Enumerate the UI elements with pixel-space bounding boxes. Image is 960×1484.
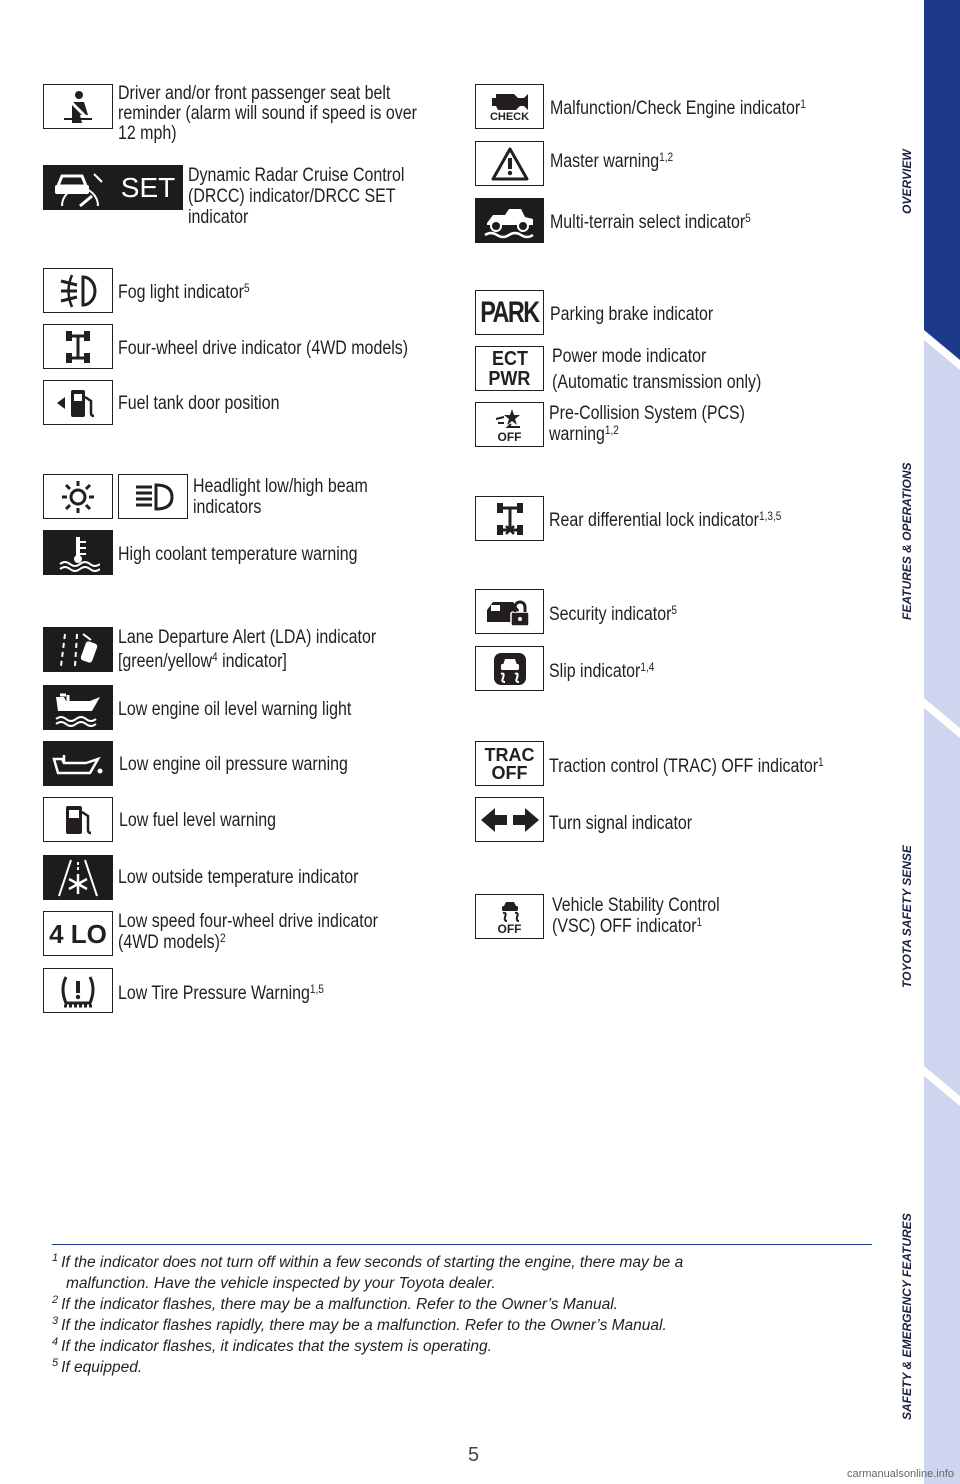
fuel-door-label: Fuel tank door position (118, 393, 280, 414)
trac-off-label: Traction control (TRAC) OFF indicator$^1$ (549, 755, 824, 777)
tab-features-bg[interactable] (924, 340, 960, 728)
four-lo-icon: 4 LO (43, 911, 113, 956)
low-fuel-label: Low fuel level warning (119, 810, 277, 831)
oil-level-icon (43, 685, 113, 730)
security-icon (475, 589, 544, 634)
four-wheel-drive-label: Four-wheel drive indicator (4WD models) (118, 338, 409, 359)
tab-safety-bg[interactable] (924, 1076, 960, 1484)
security-label: Security indicator$^5$ (549, 603, 678, 625)
fog-light-label: Fog light indicator$^5$ (118, 281, 250, 303)
low-temperature-label: Low outside temperature indicator (118, 867, 359, 888)
oil-pressure-icon (43, 741, 113, 786)
oil-level-label: Low engine oil level warning light (118, 699, 352, 720)
four-lo-label: Low speed four-wheel drive indicator (4WD models)$^2$ (118, 911, 378, 953)
drcc-set-icon: SET (113, 165, 183, 210)
footnote-3: $^3$ If the indicator flashes rapidly, there may be a malfunction. Refer to the Owner’s Manual. (52, 1315, 667, 1334)
check-engine-icon: CHECK (475, 84, 544, 129)
pcs-icon: OFF (475, 402, 544, 447)
footnote-1: $^1$ If the indicator does not turn off within a few seconds of starting the engine, there may be a (52, 1252, 684, 1271)
fog-light-icon (43, 268, 113, 313)
footnote-4: $^4$ If the indicator flashes, it indicates that the system is operating. (52, 1336, 492, 1355)
watermark: carmanualsonline.info (846, 1468, 954, 1480)
tab-overview[interactable]: OVERVIEW (900, 149, 914, 214)
rear-diff-lock-label: Rear differential lock indicator$^{1,3,5}$ (549, 509, 782, 531)
four-wheel-drive-icon (43, 324, 113, 369)
slip-label: Slip indicator$^{1,4}$ (549, 660, 655, 682)
trac-off-icon: TRAC OFF (475, 741, 544, 786)
oil-pressure-label: Low engine oil pressure warning (119, 754, 348, 775)
master-warning-label: Master warning$^{1,2}$ (550, 150, 674, 172)
tab-overview-bg[interactable] (924, 0, 960, 360)
pcs-label: Pre-Collision System (PCS) warning$^{1,2}$ (549, 403, 745, 445)
rear-diff-lock-icon (475, 496, 544, 541)
vsc-off-label: Vehicle Stability Control (VSC) OFF indicator$^1$ (552, 895, 720, 937)
tire-pressure-icon (43, 968, 113, 1013)
low-temperature-icon (43, 855, 113, 900)
section-tabs (924, 0, 960, 1484)
seatbelt-icon (43, 84, 113, 129)
turn-signal-label: Turn signal indicator (549, 813, 693, 834)
tire-pressure-label: Low Tire Pressure Warning$^{1,5}$ (118, 982, 324, 1004)
seatbelt-label: Driver and/or front passenger seat belt reminder (alarm will sound if speed is over 12 mph) (118, 83, 417, 144)
coolant-temperature-icon (43, 530, 113, 575)
vsc-off-icon: OFF (475, 894, 544, 939)
coolant-temperature-label: High coolant temperature warning (118, 544, 358, 565)
lane-departure-label: Lane Departure Alert (LDA) indicator [green/yellow$^4$ indicator] (118, 627, 377, 672)
low-fuel-icon (43, 797, 113, 842)
headlight-label: Headlight low/high beam indicators (193, 476, 368, 518)
footnote-divider (52, 1244, 872, 1245)
tab-features-operations[interactable]: FEATURES & OPERATIONS (900, 462, 914, 620)
parking-brake-label: Parking brake indicator (550, 304, 714, 325)
tab-toyota-safety-sense[interactable]: TOYOTA SAFETY SENSE (900, 845, 914, 988)
fuel-door-icon (43, 380, 113, 425)
multi-terrain-label: Multi-terrain select indicator$^5$ (550, 211, 751, 233)
footnote-5: $^5$ If equipped. (52, 1357, 143, 1376)
power-mode-icon: ECT PWR (475, 346, 544, 391)
check-engine-label: Malfunction/Check Engine indicator$^1$ (550, 97, 806, 119)
page-number: 5 (468, 1444, 480, 1466)
tab-safety-emergency[interactable]: SAFETY & EMERGENCY FEATURES (900, 1213, 914, 1420)
footnote-2: $^2$ If the indicator flashes, there may be a malfunction. Refer to the Owner’s Manual. (52, 1294, 618, 1313)
radar-cruise-label: Dynamic Radar Cruise Control (DRCC) indicator/DRCC SET indicator (188, 165, 405, 228)
tab-tss-bg[interactable] (924, 708, 960, 1096)
slip-icon (475, 646, 544, 691)
headlight-high-icon (118, 474, 188, 519)
multi-terrain-icon (475, 198, 544, 243)
footnotes (52, 1252, 862, 1378)
headlight-low-icon (43, 474, 113, 519)
power-mode-label: Power mode indicator (Automatic transmission only) (552, 346, 762, 393)
lane-departure-icon (43, 627, 113, 672)
radar-cruise-icon (43, 165, 113, 210)
footnote-1-cont: malfunction. Have the vehicle inspected by your Toyota dealer. (66, 1275, 496, 1292)
master-warning-icon (475, 141, 544, 186)
parking-brake-icon: PARK (475, 290, 544, 335)
turn-signal-icon (475, 797, 544, 842)
